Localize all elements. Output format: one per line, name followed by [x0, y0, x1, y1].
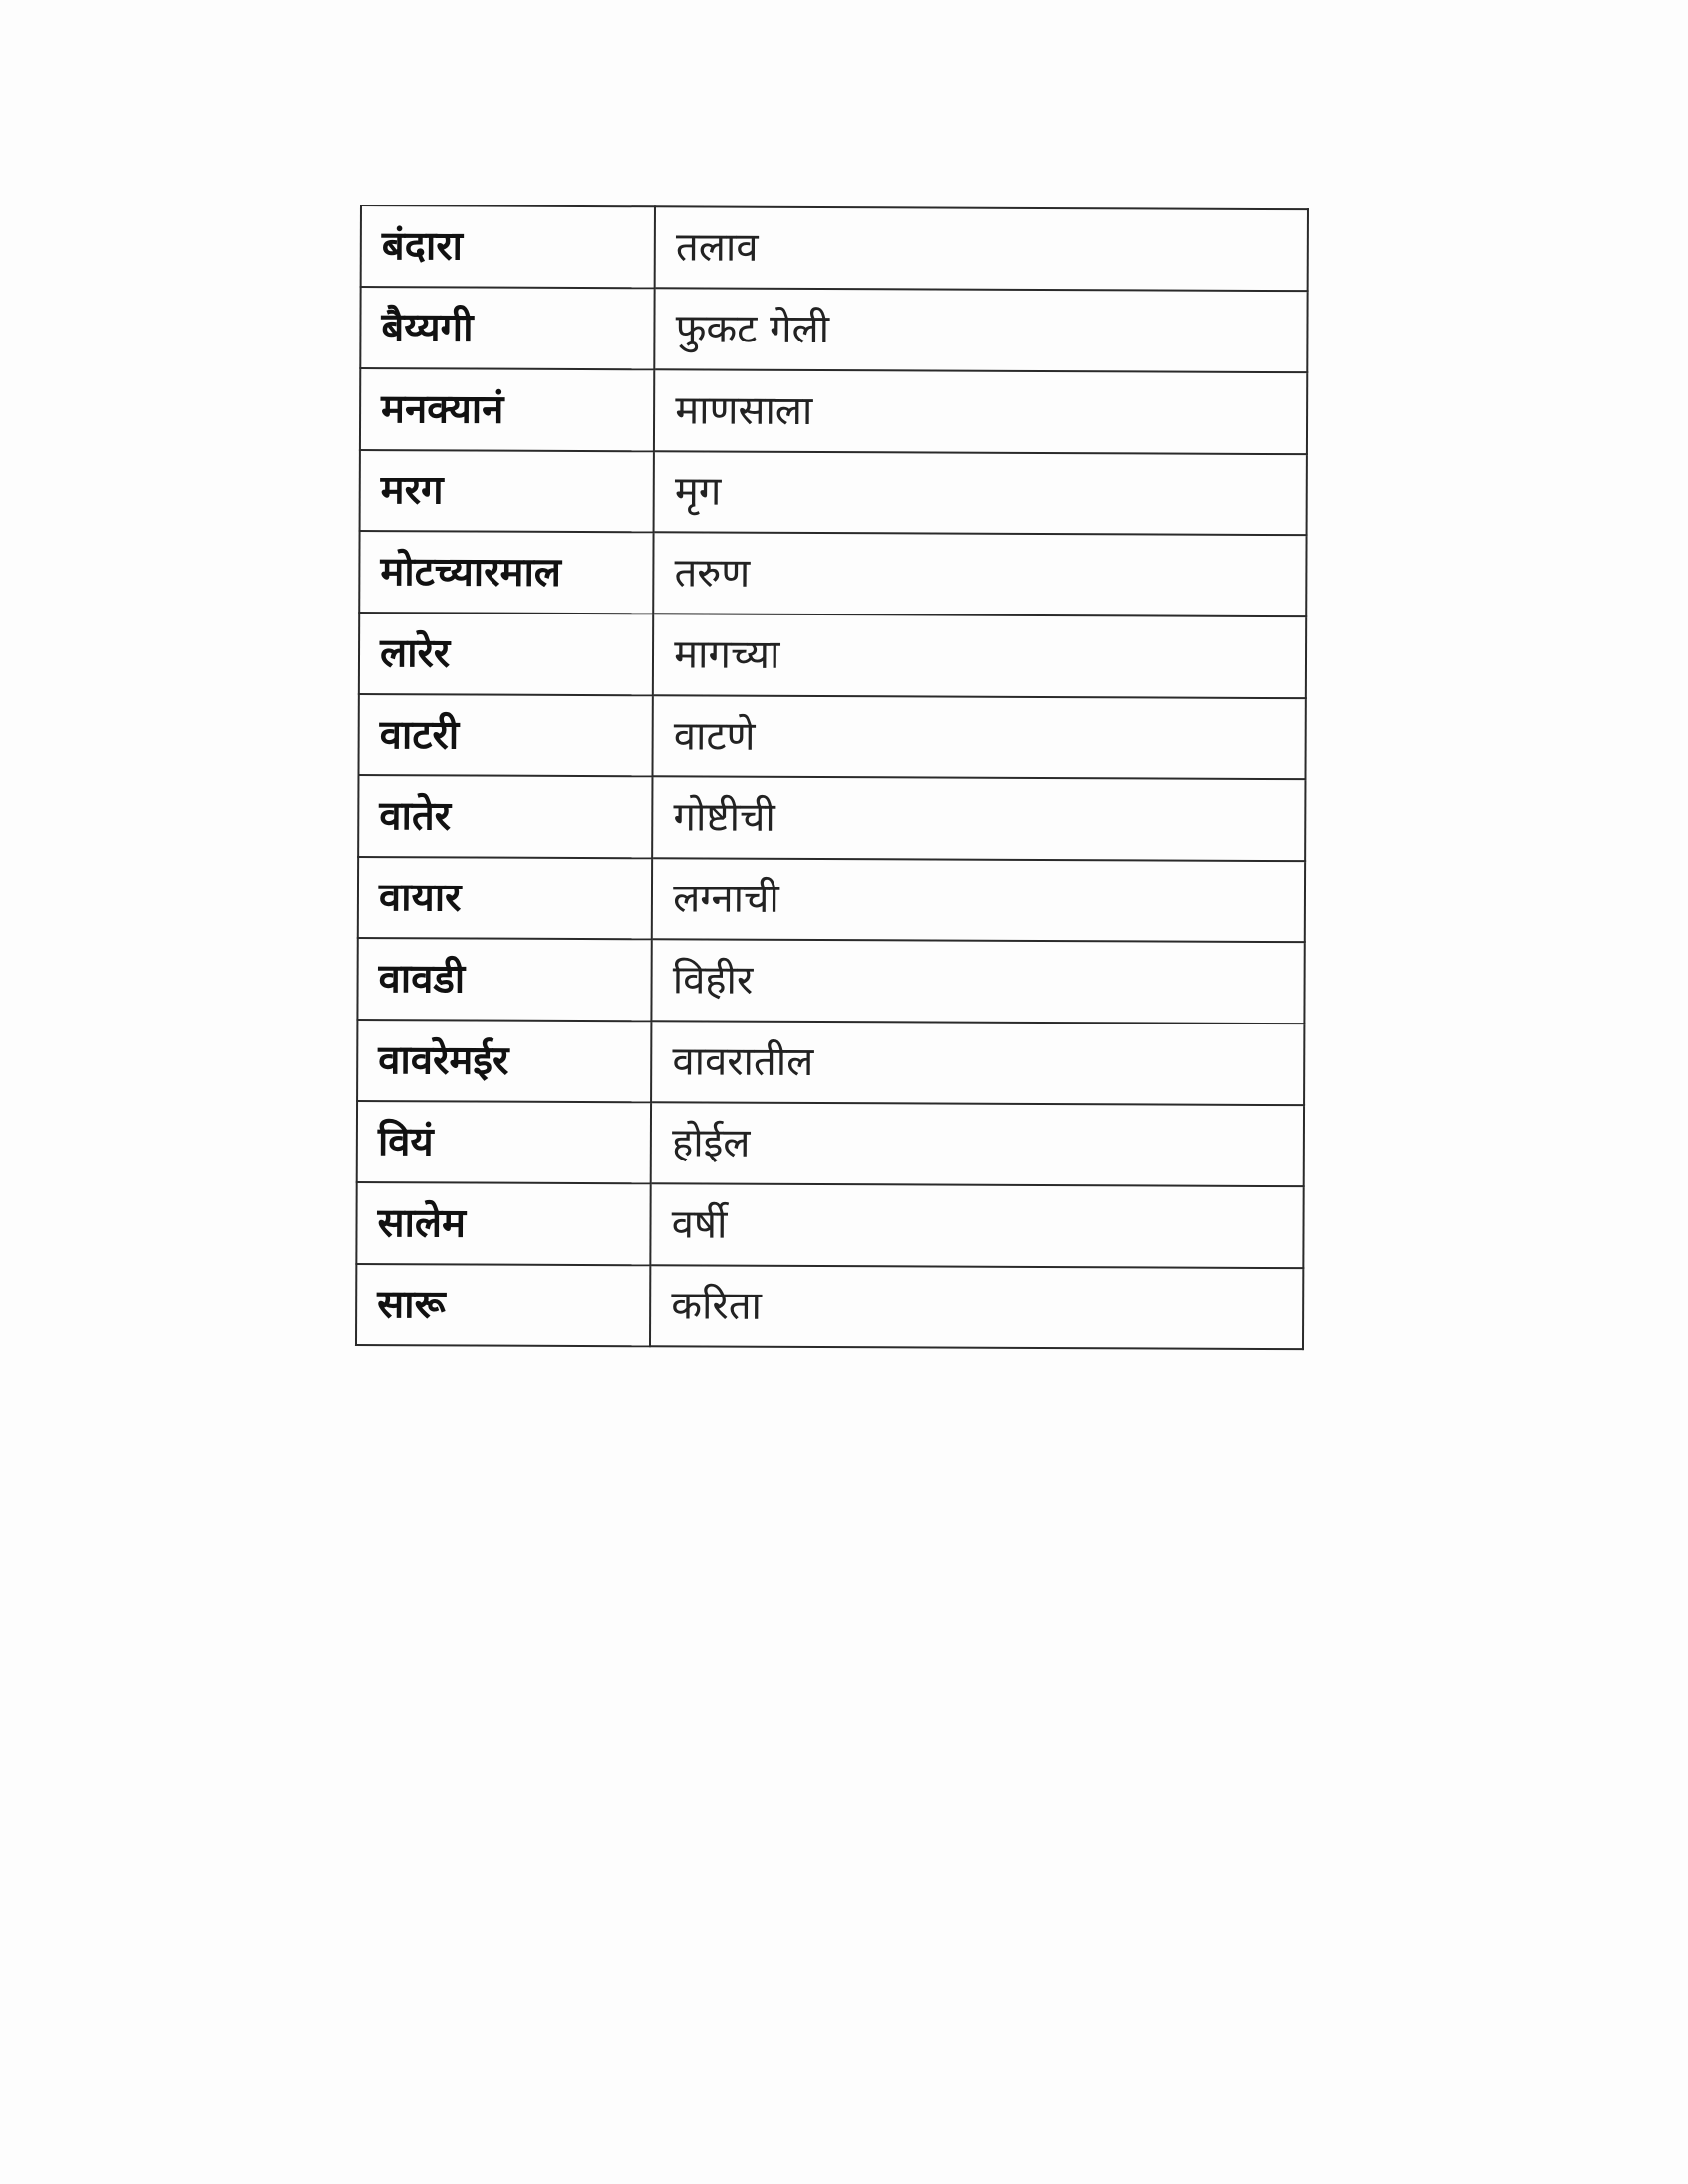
table-row: [359, 531, 1306, 616]
meaning-cell: वर्षी: [651, 1183, 1304, 1268]
meaning-cell: वावरातील: [651, 1021, 1304, 1105]
meaning-cell: तलाव: [655, 206, 1308, 291]
table-row: [361, 205, 1308, 291]
term-cell: वावरेमईर: [357, 1020, 652, 1102]
meaning-cell: होईल: [651, 1102, 1304, 1186]
meaning-cell: तरुण: [653, 532, 1306, 616]
term-cell: मोटच्यारमाल: [359, 531, 654, 614]
meaning-cell: करिता: [650, 1265, 1303, 1349]
table-row: [358, 694, 1305, 779]
table-row: [360, 368, 1307, 454]
term-cell: बैय्यगी: [360, 287, 655, 369]
term-cell: सालेम: [356, 1182, 651, 1265]
term-cell: वियं: [357, 1101, 652, 1183]
term-cell: वायार: [358, 857, 653, 939]
term-cell: लारेर: [359, 613, 654, 695]
meaning-cell: माणसाला: [654, 369, 1307, 454]
table-row: [356, 1264, 1303, 1349]
table-row: [357, 938, 1304, 1024]
table-row: [360, 287, 1307, 372]
meaning-cell: वाटणे: [653, 695, 1306, 779]
meaning-cell: मागच्या: [653, 614, 1306, 698]
meaning-cell: विहीर: [652, 939, 1305, 1024]
table-row: [357, 1020, 1304, 1105]
glossary-table: [355, 205, 1309, 1350]
term-cell: मरग: [360, 450, 655, 532]
term-cell: वातेर: [358, 775, 653, 858]
meaning-cell: लग्नाची: [652, 858, 1305, 942]
table-row: [358, 775, 1305, 861]
table-row: [359, 613, 1306, 698]
table-row: [360, 450, 1307, 535]
table-row: [358, 857, 1305, 942]
term-cell: वावडी: [357, 938, 652, 1021]
meaning-cell: फुकट गेली: [654, 288, 1307, 372]
term-cell: बंदारा: [361, 205, 656, 288]
term-cell: मनक्यानं: [360, 368, 655, 451]
term-cell: वाटरी: [358, 694, 653, 776]
term-cell: सारू: [356, 1264, 651, 1346]
table-row: [356, 1182, 1303, 1268]
meaning-cell: गोष्टीची: [652, 776, 1305, 861]
meaning-cell: मृग: [654, 451, 1307, 535]
table-row: [357, 1101, 1304, 1186]
